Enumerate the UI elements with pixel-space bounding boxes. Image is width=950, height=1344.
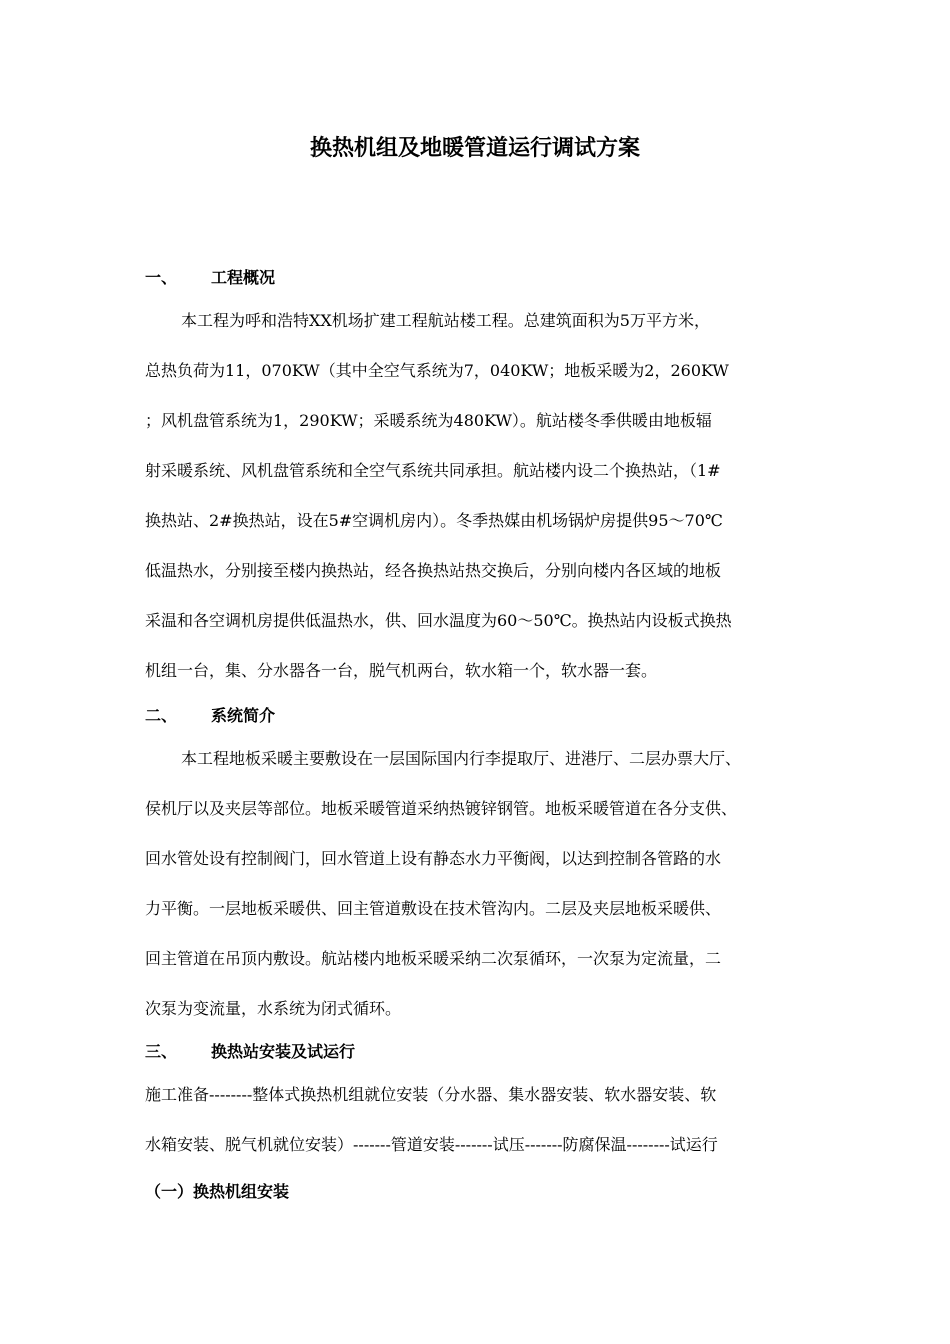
text-line: 回主管道在吊顶内敷设。航站楼内地板采暖采纳二次泵循环，一次泵为定流量，二 <box>145 949 722 968</box>
document-title: 换热机组及地暖管道运行调试方案 <box>309 136 640 161</box>
section-body-3 <box>145 1070 850 1170</box>
text-line: ；风机盘管系统为1，290KW；采暖系统为480KW）。航站楼冬季供暖由地板辐 <box>145 411 712 430</box>
sub-heading: （一）换热机组安装 <box>145 1182 290 1201</box>
section-body-1 <box>145 296 850 696</box>
section-number-2: 二、 <box>145 706 178 725</box>
text-line: 本工程为呼和浩特XX机场扩建工程航站楼工程。总建筑面积为5万平方米， <box>181 311 710 330</box>
text-line: 采温和各空调机房提供低温热水，供、回水温度为60～50℃。换热站内设板式换热 <box>145 611 732 630</box>
text-line: 低温热水，分别接至楼内换热站，经各换热站热交换后，分别向楼内各区域的地板 <box>145 561 722 580</box>
section-body-2 <box>145 734 850 1034</box>
section-title-1: 工程概况 <box>211 268 276 287</box>
text-line: 次泵为变流量，水系统为闭式循环。 <box>145 999 402 1018</box>
section-heading-3 <box>145 1038 835 1066</box>
text-line: 水箱安装、脱气机就位安装）-------管道安装-------试压-------防腐保温--------试运行 <box>145 1135 718 1154</box>
text-line: 总热负荷为11，070KW（其中全空气系统为7，040KW；地板采暖为2，260KW <box>145 361 729 380</box>
text-line: 侯机厅以及夹层等部位。地板采暖管道采纳热镀锌钢管。地板采暖管道在各分支供、 <box>145 799 738 818</box>
section-heading-1 <box>145 264 835 292</box>
text-line: 射采暖系统、风机盘管系统和全空气系统共同承担。航站楼内设二个换热站，（1# <box>145 461 721 480</box>
section-title-3: 换热站安装及试运行 <box>211 1042 356 1061</box>
text-line: 换热站、2#换热站，设在5#空调机房内）。冬季热媒由机场锅炉房提供95～70℃ <box>145 511 723 530</box>
section-title-2: 系统简介 <box>211 706 276 725</box>
text-line: 本工程地板采暖主要敷设在一层国际国内行李提取厅、进港厅、二层办票大厅、 <box>181 749 742 768</box>
section-heading-2 <box>145 702 835 730</box>
section-number-3: 三、 <box>145 1042 178 1061</box>
section-number-1: 一、 <box>145 268 178 287</box>
text-line: 施工准备--------整体式换热机组就位安装（分水器、集水器安装、软水器安装、软 <box>145 1085 717 1104</box>
text-line: 机组一台，集、分水器各一台，脱气机两台，软水箱一个，软水器一套。 <box>145 661 658 680</box>
text-line: 力平衡。一层地板采暖供、回主管道敷设在技术管沟内。二层及夹层地板采暖供、 <box>145 899 722 918</box>
text-line: 回水管处设有控制阀门，回水管道上设有静态水力平衡阀，以达到控制各管路的水 <box>145 849 722 868</box>
